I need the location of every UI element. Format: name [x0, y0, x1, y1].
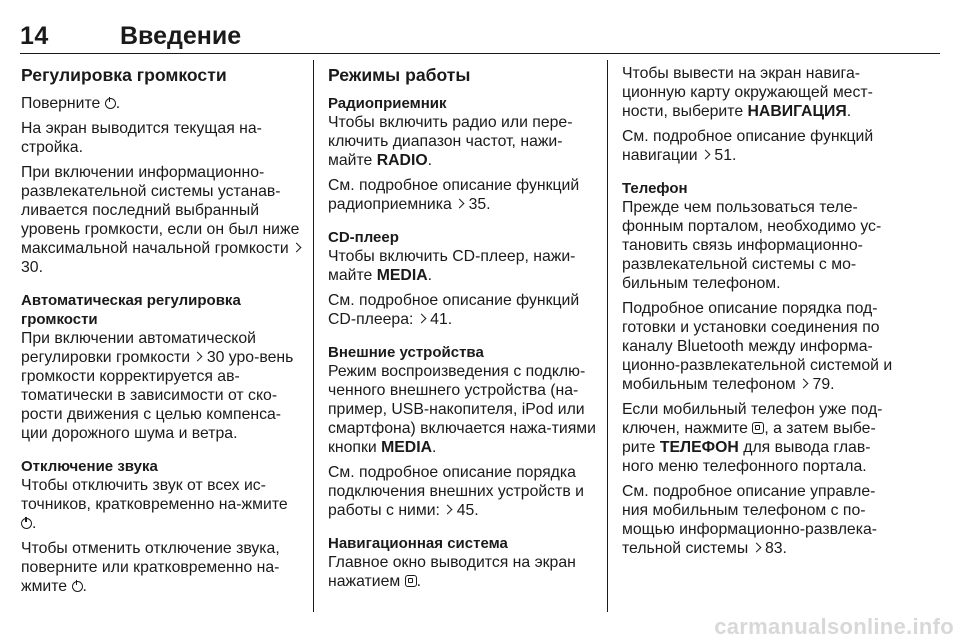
page-ref-icon	[444, 505, 452, 516]
key-media: MEDIA	[381, 439, 433, 456]
page-number: 14	[20, 22, 49, 50]
paragraph: См. подробное описание функций CD-плеера: 41.	[328, 292, 580, 328]
subheading-navigation: Навигационная система	[328, 535, 508, 552]
page-ref-icon	[702, 150, 710, 161]
subheading-radio: Радиоприемник	[328, 95, 447, 112]
paragraph: См. подробное описание функций навигации 51.	[622, 128, 874, 164]
home-icon	[405, 575, 417, 587]
page-ref-icon	[800, 379, 808, 390]
paragraph: См. подробное описание функций радиоприемника 35.	[328, 177, 580, 213]
page-ref-icon	[456, 199, 464, 210]
volume-knob-icon	[72, 581, 83, 592]
paragraph: При включении информационно-развлекательной системы устанав-ливается последний выбранный уровень громкости, если он был ниже максимальной начальной громкости 30.	[21, 164, 300, 276]
paragraph: Поверните .	[21, 95, 121, 112]
column-modes	[328, 64, 602, 597]
key-phone: ТЕЛЕФОН	[659, 439, 739, 456]
section-title-modes: Режимы работы	[328, 65, 471, 85]
paragraph: Подробное описание порядка под-готовки и установки соединения по каналу Bluetooth между информа-ционно-развлекательной системой и мобильным телефоном 79.	[622, 300, 893, 393]
key-radio: RADIO	[376, 152, 428, 169]
paragraph: Чтобы вывести на экран навига-ционную карту окружающей мест-ности, выберите НАВИГАЦИЯ.	[622, 65, 873, 120]
paragraph: Чтобы отключить звук от всех ис-точников, кратковременно на-жмите .	[21, 477, 288, 532]
volume-knob-icon	[105, 98, 116, 109]
subheading-cd: CD-плеер	[328, 229, 399, 246]
column-divider-2	[607, 60, 608, 612]
page-ref-icon	[753, 543, 761, 554]
page-header	[20, 22, 940, 52]
paragraph: См. подробное описание порядка подключения внешних устройств и работы с ними: 45.	[328, 464, 584, 519]
paragraph: Если мобильный телефон уже под-ключен, нажмите , а затем выбе-рите ТЕЛЕФОН для вывода глав-ного меню телефонного портала.	[622, 401, 883, 475]
paragraph: См. подробное описание управле-ния мобильным телефоном с по-мощью информационно-развлека-тельной системы 83.	[622, 483, 877, 557]
chapter-title: Введение	[120, 22, 242, 50]
section-title-volume: Регулировка громкости	[21, 65, 227, 85]
paragraph: На экран выводится текущая на-стройка.	[21, 120, 262, 156]
subheading-phone: Телефон	[622, 180, 688, 197]
paragraph: Режим воспроизведения с подклю-ченного внешнего устройства (на-пример, USB-накопителя, iPod или смартфона) включается нажа-тиями кнопки MEDIA.	[328, 363, 596, 456]
header-rule	[20, 53, 940, 54]
key-media: MEDIA	[376, 267, 428, 284]
subheading-external: Внешние устройства	[328, 344, 484, 361]
column-continued	[622, 64, 897, 564]
paragraph: Чтобы включить радио или пере-ключить диапазон частот, нажи-майте RADIO.	[328, 114, 573, 169]
home-icon	[752, 422, 764, 434]
paragraph: Главное окно выводится на экран нажатием .	[328, 554, 576, 590]
column-divider-1	[313, 60, 314, 612]
paragraph: Чтобы включить CD-плеер, нажи-майте MEDIA.	[328, 248, 576, 284]
page-ref-icon	[194, 352, 202, 363]
page-ref-icon	[293, 243, 301, 254]
paragraph: При включении автоматической регулировки громкости 30 уро-вень громкости корректируется ав-томатически в зависимости от ско-рости движения с целью компенса-ции дорожного шума и ветра.	[21, 330, 294, 442]
volume-knob-icon	[21, 518, 32, 529]
subheading-auto-volume: Автоматическая регулировка громкости	[21, 292, 241, 328]
key-navigation: НАВИГАЦИЯ	[747, 103, 847, 120]
paragraph: Чтобы отменить отключение звука, поверните или кратковременно на-жмите .	[21, 540, 280, 595]
subheading-mute: Отключение звука	[21, 458, 158, 475]
column-volume	[21, 64, 303, 602]
page-ref-icon	[418, 314, 426, 325]
watermark: carmanualsonline.info	[714, 614, 954, 639]
paragraph: Прежде чем пользоваться теле-фонным порталом, необходимо ус-тановить связь информационно-развлекательной системы с мо-бильным телефоном.	[622, 199, 882, 292]
